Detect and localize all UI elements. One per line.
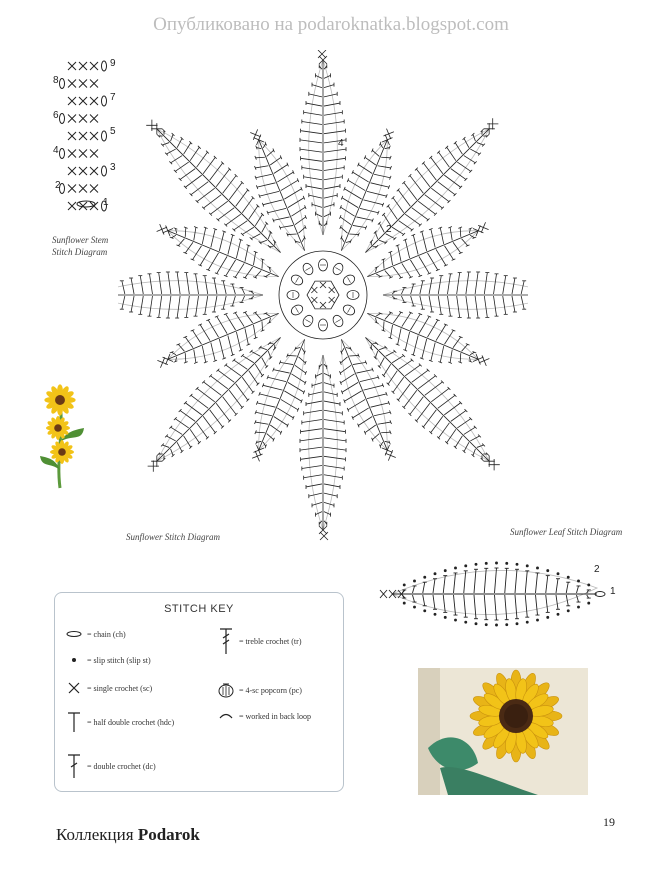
stem-row-8: 8 [53, 75, 59, 86]
flower-caption: Sunflower Stitch Diagram [126, 532, 220, 542]
stem-caption-line1: Sunflower Stem [52, 235, 109, 245]
key-item-dc [61, 753, 156, 781]
chain-symbol-icon [65, 629, 83, 639]
stem-row-7: 7 [110, 92, 116, 103]
footer-brand: Podarok [137, 825, 200, 844]
key-item-single-crochet [61, 681, 152, 697]
key-item-hdc [61, 711, 174, 735]
stem-row-1: 1 [103, 197, 109, 208]
half-double-crochet-symbol-icon [65, 711, 83, 733]
stem-caption-line2: Stitch Diagram [52, 247, 108, 257]
flower-center [279, 251, 367, 339]
key-item-slip-stitch [61, 655, 151, 667]
stitch-key-title: STITCH KEY [164, 603, 234, 615]
key-label-popcorn: = 4-sc popcorn (pc) [239, 685, 302, 695]
key-label-single-crochet: = single crochet (sc) [87, 683, 153, 693]
key-label-chain: = chain (ch) [87, 629, 126, 639]
popcorn-symbol-icon [216, 681, 236, 699]
page-number: 19 [603, 815, 615, 829]
double-crochet-symbol-icon [65, 753, 83, 779]
treble-crochet-symbol-icon [217, 627, 235, 655]
key-label-back-loop: = worked in back loop [239, 711, 312, 721]
key-item-back-loop [213, 711, 311, 723]
flower-row-label-4: 4 [338, 138, 344, 149]
key-item-treble [213, 627, 301, 657]
key-item-chain [61, 629, 126, 641]
key-label-hdc: = half double crochet (hdc) [87, 717, 175, 727]
back-loop-symbol-icon [217, 711, 235, 721]
leaf-caption: Sunflower Leaf Stitch Diagram [510, 527, 623, 537]
stem-row-9: 9 [110, 58, 116, 69]
sunflower-stitch-diagram [118, 50, 528, 550]
stem-row-2: 2 [55, 180, 61, 191]
stem-row-5: 5 [110, 126, 116, 137]
stem-row-3: 3 [110, 162, 116, 173]
key-item-popcorn [213, 681, 302, 701]
watermark-text: Опубликовано на podaroknatka.blogspot.com [153, 14, 509, 35]
sunflower-clipart-icon [38, 382, 88, 490]
stem-caption [52, 234, 108, 258]
stitch-key-box [54, 592, 344, 792]
flower-row-label-2: 2 [386, 224, 392, 235]
leaf-row-label-2: 2 [594, 564, 600, 575]
stem-row-6: 6 [53, 110, 59, 121]
leaf-stitch-diagram [372, 552, 634, 632]
leaf-row-label-1: 1 [610, 586, 616, 597]
key-label-treble: = treble crochet (tr) [239, 636, 302, 646]
finished-sunflower-photo [418, 668, 588, 795]
footer-prefix: Коллекция [56, 825, 138, 844]
key-label-slip-stitch: = slip stitch (slip st) [87, 655, 151, 665]
stem-row-4: 4 [53, 145, 59, 156]
slip-stitch-symbol-icon [65, 655, 83, 665]
footer-collection [56, 825, 200, 845]
key-label-dc: = double crochet (dc) [87, 761, 156, 771]
single-crochet-symbol-icon [65, 681, 83, 695]
